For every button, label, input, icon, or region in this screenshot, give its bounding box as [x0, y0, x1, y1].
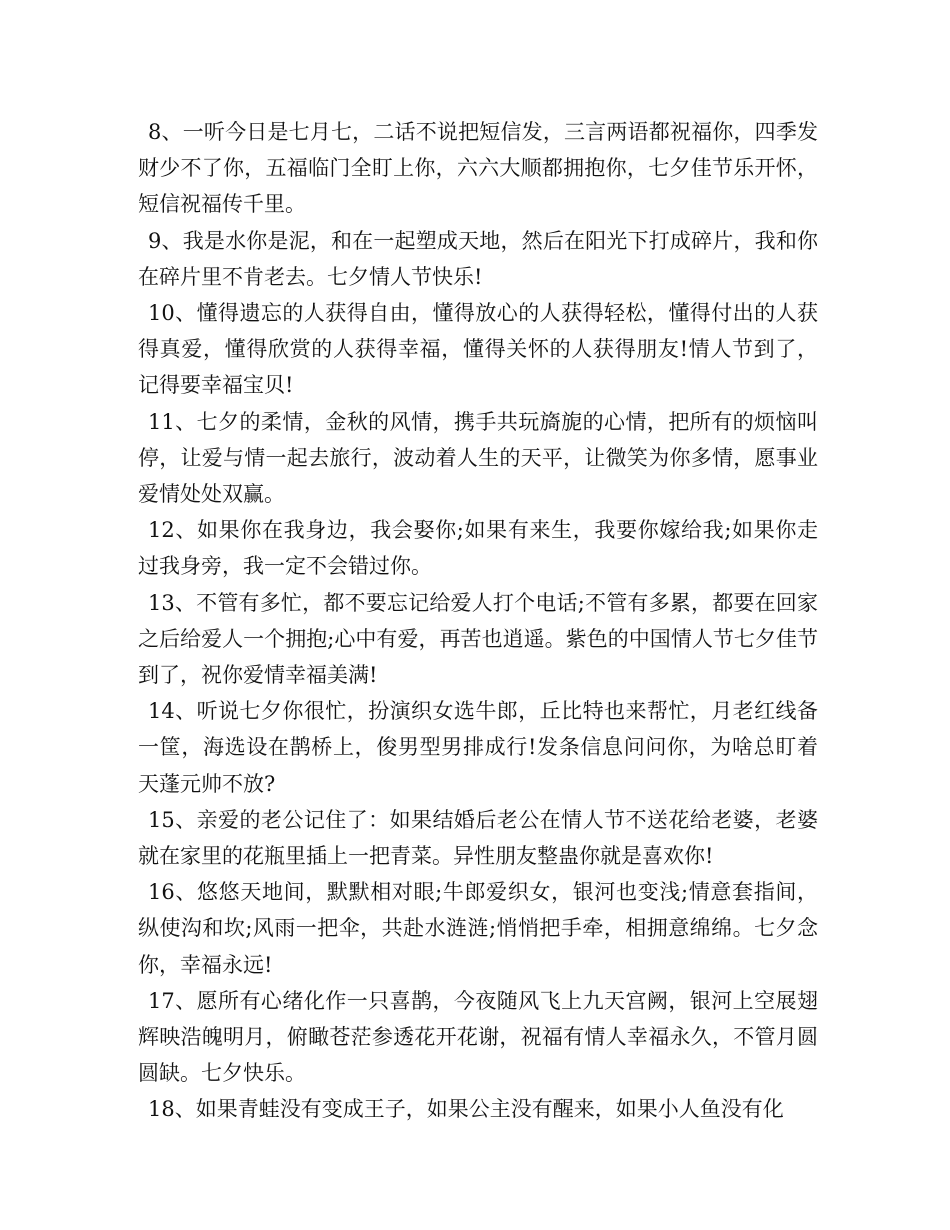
paragraph-10: 10、懂得遗忘的人获得自由，懂得放心的人获得轻松，懂得付出的人获得真爱，懂得欣赏的人获得幸福，懂得关怀的人获得朋友!情人节到了，记得要幸福宝贝! — [138, 301, 818, 398]
paragraph-17: 17、愿所有心绪化作一只喜鹊，今夜随风飞上九天宫阙，银河上空展翅辉映浩魄明月，俯瞰苍茫参透花开花谢，祝福有情人幸福永久，不管月圆圆缺。七夕快乐。 — [138, 988, 818, 1086]
paragraph-15: 15、亲爱的老公记住了：如果结婚后老公在情人节不送花给老婆，老婆就在家里的花瓶里插上一把青菜。异性朋友整蛊你就是喜欢你! — [138, 807, 818, 869]
paragraph-12: 12、如果你在我身边，我会娶你;如果有来生，我要你嫁给我;如果你走过我身旁，我一定不会错过你。 — [138, 518, 818, 579]
paragraph-18: 18、如果青蛙没有变成王子，如果公主没有醒来，如果小人鱼没有化 — [148, 1097, 784, 1122]
paragraph-8: 8、一听今日是七月七，二话不说把短信发，三言两语都祝福你，四季发财少不了你，五福临门全盯上你，六六大顺都拥抱你，七夕佳节乐开怀，短信祝福传千里。 — [138, 120, 818, 217]
paragraph-16: 16、悠悠天地间，默默相对眼;牛郎爱织女，银河也变浅;情意套指间，纵使沟和坎;风雨一把伞，共赴水涟涟;悄悄把手牵，相拥意绵绵。七夕念你，幸福永远! — [138, 880, 818, 977]
paragraph-9: 9、我是水你是泥，和在一起塑成天地，然后在阳光下打成碎片，我和你在碎片里不肯老去。七夕情人节快乐! — [138, 228, 818, 289]
paragraph-11: 11、七夕的柔情，金秋的风情，携手共玩旖旎的心情，把所有的烦恼叫停，让爱与情一起去旅行，波动着人生的天平，让微笑为你多情，愿事业爱情处处双赢。 — [138, 409, 818, 507]
document-body — [138, 114, 818, 1128]
paragraph-13: 13、不管有多忙，都不要忘记给爱人打个电话;不管有多累，都要在回家之后给爱人一个拥抱;心中有爱，再苦也逍遥。紫色的中国情人节七夕佳节到了，祝你爱情幸福美满! — [138, 590, 818, 688]
paragraph-14: 14、听说七夕你很忙，扮演织女选牛郎，丘比特也来帮忙，月老红线备一筐，海选设在鹊桥上，俊男型男排成行!发条信息问问你，为啥总盯着天蓬元帅不放? — [138, 699, 818, 796]
